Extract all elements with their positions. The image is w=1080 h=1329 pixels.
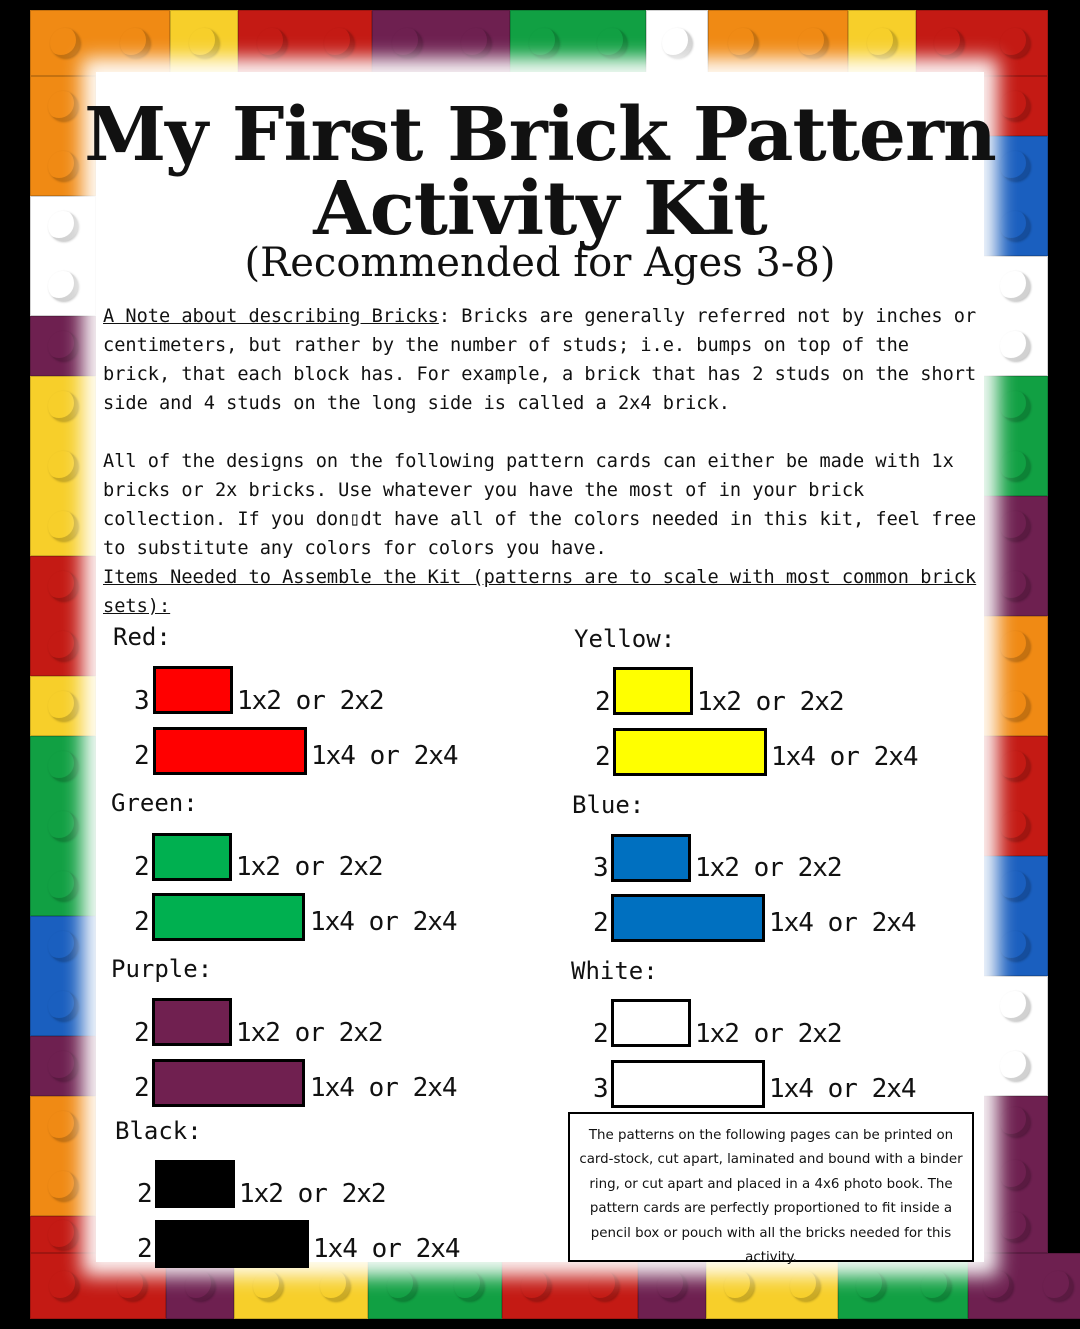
- brick-stud: [1043, 1271, 1073, 1301]
- border-brick: [968, 1253, 1080, 1319]
- brick-size: 1x2 or 2x2: [239, 1179, 386, 1209]
- brick-stud: [48, 1171, 78, 1201]
- brick-size: 1x2 or 2x2: [695, 1019, 842, 1049]
- border-brick: [638, 1253, 706, 1319]
- brick-stud: [1000, 391, 1030, 421]
- brick-stud: [1000, 1160, 1030, 1190]
- border-brick: [372, 10, 510, 76]
- brick-stud: [1000, 571, 1030, 601]
- brick-stud: [1000, 691, 1030, 721]
- brick-stud: [529, 28, 559, 58]
- border-brick: [238, 10, 372, 76]
- brick-swatch-small: [152, 998, 232, 1046]
- brick-stud: [1000, 931, 1030, 961]
- brick-swatch-large: [152, 1059, 305, 1107]
- brick-size: 1x4 or 2x4: [769, 908, 916, 938]
- border-brick: [30, 1216, 96, 1253]
- border-brick: [170, 10, 238, 76]
- border-brick: [848, 10, 916, 76]
- brick-stud: [48, 1051, 78, 1081]
- brick-stud: [48, 871, 78, 901]
- brick-stud: [324, 28, 354, 58]
- page-subtitle: (Recommended for Ages 3-8): [244, 240, 836, 286]
- brick-stud: [657, 1271, 687, 1301]
- brick-stud: [320, 1271, 350, 1301]
- brick-stud: [1000, 511, 1030, 541]
- brick-stud: [1000, 991, 1030, 1021]
- brick-stud: [1000, 331, 1030, 361]
- brick-size: 1x4 or 2x4: [311, 741, 458, 771]
- brick-stud: [48, 691, 78, 721]
- brick-stud: [1000, 751, 1030, 781]
- brick-swatch-small: [611, 834, 691, 882]
- brick-stud: [1000, 28, 1030, 58]
- border-brick: [30, 316, 96, 376]
- brick-stud: [1000, 871, 1030, 901]
- brick-quantity: 3: [593, 1074, 609, 1104]
- color-label: Yellow:: [574, 625, 676, 653]
- brick-quantity: 2: [595, 687, 611, 717]
- brick-stud: [387, 1271, 417, 1301]
- brick-stud: [48, 991, 78, 1021]
- brick-quantity: 2: [134, 852, 150, 882]
- brick-stud: [48, 1111, 78, 1141]
- color-label: Purple:: [111, 955, 213, 983]
- page-title-line2: Activity Kit: [313, 166, 767, 252]
- brick-swatch-small: [152, 833, 232, 881]
- brick-stud: [597, 28, 627, 58]
- border-brick: [838, 1253, 968, 1319]
- brick-swatch-small: [611, 999, 691, 1047]
- brick-stud: [48, 451, 78, 481]
- border-brick: [30, 556, 96, 676]
- brick-size: 1x4 or 2x4: [771, 742, 918, 772]
- brick-stud: [724, 1271, 754, 1301]
- brick-stud: [934, 28, 964, 58]
- brick-stud: [1000, 1212, 1030, 1242]
- brick-stud: [790, 1271, 820, 1301]
- brick-size: 1x2 or 2x2: [236, 1018, 383, 1048]
- brick-swatch-large: [611, 1060, 765, 1108]
- brick-stud: [1000, 451, 1030, 481]
- border-brick: [30, 736, 96, 916]
- brick-swatch-small: [155, 1160, 235, 1208]
- brick-stud: [454, 1271, 484, 1301]
- brick-stud: [48, 931, 78, 961]
- info-box-text: The patterns on the following pages can be printed on card-stock, cut apart, laminated and bound with a binder ring, or cut apart and placed in a 4x6 photo book. The pattern cards are perfectly proportioned to fit inside a pencil box or pouch with all the bricks needed for this activity.: [579, 1128, 963, 1266]
- brick-size: 1x2 or 2x2: [695, 853, 842, 883]
- brick-stud: [48, 571, 78, 601]
- brick-stud: [1000, 631, 1030, 661]
- designs-text: All of the designs on the following pattern cards can either be made with 1x bricks or 2x bricks. Use whatever you have the most of in your brick collection. If you don▯dt have all of the colors needed in this kit, feel free to substitute any colors for colors you have.: [103, 451, 977, 559]
- brick-swatch-large: [155, 1220, 309, 1268]
- brick-stud: [189, 28, 219, 58]
- border-brick: [30, 1096, 96, 1216]
- border-brick: [982, 976, 1048, 1096]
- brick-stud: [392, 28, 422, 58]
- brick-quantity: 2: [595, 742, 611, 772]
- brick-size: 1x4 or 2x4: [310, 907, 457, 937]
- brick-stud: [983, 1271, 1013, 1301]
- color-label: Green:: [111, 789, 198, 817]
- note-text: : Bricks are generally referred not by inches or centimeters, but rather by the number of studs; i.e. bumps on top of the brick, that each block has. For example, a brick that has 2 studs on the short side and 4 studs on the long side is called a 2x4 brick.: [103, 306, 977, 414]
- brick-stud: [798, 28, 828, 58]
- brick-size: 1x4 or 2x4: [769, 1074, 916, 1104]
- note-heading: A Note about describing Bricks: [103, 306, 439, 327]
- border-brick: [982, 856, 1048, 976]
- brick-stud: [257, 28, 287, 58]
- brick-stud: [1000, 811, 1030, 841]
- brick-quantity: 2: [137, 1179, 153, 1209]
- brick-swatch-large: [152, 893, 305, 941]
- brick-size: 1x2 or 2x2: [237, 686, 384, 716]
- brick-swatch-large: [613, 728, 767, 776]
- brick-quantity: 3: [134, 686, 150, 716]
- brick-stud: [48, 511, 78, 541]
- brick-stud: [120, 28, 150, 58]
- brick-stud: [48, 751, 78, 781]
- brick-swatch-large: [611, 894, 765, 942]
- brick-quantity: 2: [134, 741, 150, 771]
- brick-stud: [589, 1271, 619, 1301]
- border-brick: [708, 10, 848, 76]
- brick-stud: [48, 1220, 78, 1250]
- brick-stud: [48, 811, 78, 841]
- brick-quantity: 2: [593, 908, 609, 938]
- brick-quantity: 2: [593, 1019, 609, 1049]
- brick-stud: [117, 1271, 147, 1301]
- border-brick: [30, 376, 96, 556]
- brick-swatch-small: [613, 667, 693, 715]
- brick-stud: [48, 391, 78, 421]
- brick-stud: [48, 331, 78, 361]
- brick-stud: [1000, 1051, 1030, 1081]
- color-label: Blue:: [572, 791, 645, 819]
- brick-quantity: 3: [593, 853, 609, 883]
- border-brick: [916, 10, 1048, 76]
- brick-size: 1x2 or 2x2: [236, 852, 383, 882]
- border-brick: [30, 1036, 96, 1096]
- brick-quantity: 2: [134, 1073, 150, 1103]
- brick-quantity: 2: [134, 907, 150, 937]
- brick-size: 1x4 or 2x4: [313, 1234, 460, 1264]
- brick-stud: [856, 1271, 886, 1301]
- border-brick: [502, 1253, 638, 1319]
- brick-swatch-small: [153, 666, 233, 714]
- brick-quantity: 2: [134, 1018, 150, 1048]
- brick-stud: [48, 631, 78, 661]
- brick-stud: [50, 28, 80, 58]
- border-brick: [982, 376, 1048, 496]
- brick-stud: [253, 1271, 283, 1301]
- brick-stud: [728, 28, 758, 58]
- border-brick: [982, 736, 1048, 856]
- color-label: Red:: [113, 623, 171, 651]
- brick-stud: [185, 1271, 215, 1301]
- border-brick: [30, 916, 96, 1036]
- border-brick: [982, 616, 1048, 736]
- border-brick: [30, 676, 96, 736]
- brick-size: 1x2 or 2x2: [697, 687, 844, 717]
- info-box: [568, 1112, 974, 1266]
- note-paragraph: [103, 302, 983, 418]
- items-heading: Items Needed to Assemble the Kit (patterns are to scale with most common brick sets):: [103, 567, 977, 617]
- border-brick: [30, 10, 170, 76]
- brick-quantity: 2: [137, 1234, 153, 1264]
- color-label: White:: [571, 957, 658, 985]
- brick-stud: [921, 1271, 951, 1301]
- brick-stud: [49, 1271, 79, 1301]
- border-brick: [646, 10, 708, 76]
- brick-stud: [867, 28, 897, 58]
- brick-stud: [662, 28, 692, 58]
- brick-stud: [461, 28, 491, 58]
- page-title: My First Brick Pattern: [84, 92, 996, 178]
- border-brick: [982, 1096, 1048, 1253]
- brick-stud: [521, 1271, 551, 1301]
- brick-stud: [1000, 1107, 1030, 1137]
- brick-swatch-large: [153, 727, 307, 775]
- designs-paragraph: [103, 447, 983, 621]
- border-brick: [510, 10, 646, 76]
- color-label: Black:: [115, 1117, 202, 1145]
- brick-size: 1x4 or 2x4: [310, 1073, 457, 1103]
- border-brick: [982, 496, 1048, 616]
